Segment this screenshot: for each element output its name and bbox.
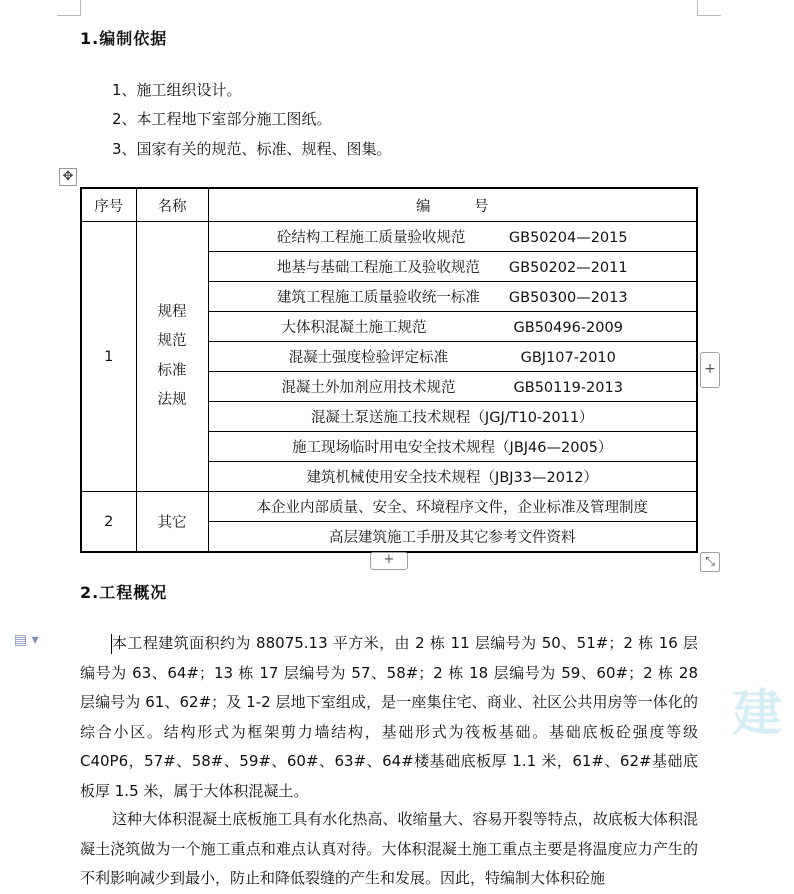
table-resize-icon[interactable]: ⤡ xyxy=(700,552,720,572)
group-name-line: 法规 xyxy=(157,392,187,408)
table-move-icon[interactable]: ✥ xyxy=(59,168,77,186)
header-code: 编 号 xyxy=(208,188,697,222)
section-heading-basis: 1.编制依据 xyxy=(80,29,168,48)
overview-paragraph: 本工程建筑面积约为 88075.13 平方米，由 2 栋 11 层编号为 50、51#；2 栋 16 层编号为 63、64#；13 栋 17 层编号为 57、58#；2 栋 18 层编号为 59、60#；2 栋 28 层编号为 61、62#；及 1-2 层地下室组成，是一座集住宅、商业、社区公共用房等一体化的综合小区。结构形式为框架剪力墙结构，基础形式为筏板基础。基础底板砼强度等级 C40P6，57#、58#、59#、60#、63#、64#楼基础底板厚 1.1 米，61#、62#基础底板厚 1.5 米，属于大体积混凝土。 xyxy=(80,634,698,800)
add-column-button[interactable]: + xyxy=(700,352,720,388)
crop-mark xyxy=(57,15,81,16)
code-cell: 混凝土外加剂应用技术规范 GB50119-2013 xyxy=(208,372,697,402)
code-cell: 混凝土泵送施工技术规程（JGJ/T10-2011） xyxy=(208,402,697,432)
section-heading-overview: 2.工程概况 xyxy=(80,583,168,602)
group-name-line: 标准 xyxy=(157,362,187,379)
table-row xyxy=(81,222,697,252)
code-cell: 砼结构工程施工质量验收规范 GB50204—2015 xyxy=(208,222,697,252)
group-name-line: 规范 xyxy=(157,333,187,349)
code-cell: 本企业内部质量、安全、环境程序文件，企业标准及管理制度 xyxy=(208,492,697,522)
list-item: 3、国家有关的规范、标准、规程、图集。 xyxy=(112,140,392,158)
code-cell: 施工现场临时用电安全技术规程（JBJ46—2005） xyxy=(208,432,697,462)
spec-table xyxy=(80,187,698,553)
header-index: 序号 xyxy=(81,188,136,222)
code-cell: 大体积混凝土施工规范 GB50496-2009 xyxy=(208,312,697,342)
crop-mark xyxy=(697,15,721,16)
text-cursor xyxy=(111,634,112,654)
group-name-cell xyxy=(136,222,208,492)
group-name-line: 规程 xyxy=(157,303,187,320)
header-name: 名称 xyxy=(136,188,208,222)
table-row xyxy=(81,492,697,522)
list-item: 2、本工程地下室部分施工图纸。 xyxy=(112,110,332,128)
list-item: 1、施工组织设计。 xyxy=(112,81,242,99)
code-cell: 地基与基础工程施工及验收规范 GB50202—2011 xyxy=(208,252,697,282)
code-cell: 建筑工程施工质量验收统一标准 GB50300—2013 xyxy=(208,282,697,312)
table-header-row xyxy=(81,188,697,222)
code-cell: 混凝土强度检验评定标准 GBJ107-2010 xyxy=(208,342,697,372)
watermark: 建 xyxy=(732,684,782,742)
crop-mark xyxy=(80,0,81,16)
paragraph-layout-icon[interactable]: ▤ ▾ xyxy=(14,632,39,648)
code-cell: 高层建筑施工手册及其它参考文件资料 xyxy=(208,522,697,553)
group-index-cell: 2 xyxy=(81,492,136,553)
code-cell: 建筑机械使用安全技术规程（JBJ33—2012） xyxy=(208,462,697,492)
crop-mark xyxy=(697,0,698,16)
group-index-cell: 1 xyxy=(81,222,136,492)
group-name-cell: 其它 xyxy=(136,492,208,553)
overview-paragraph: 这种大体积混凝土底板施工具有水化热高、收缩量大、容易开裂等特点，故底板大体积混凝土浇筑做为一个施工重点和难点认真对待。大体积混凝土施工重点主要是将温度应力产生的不利影响减少到最小，防止和降低裂缝的产生和发展。因此，特编制大体积砼施 xyxy=(80,810,698,887)
add-row-button[interactable]: + xyxy=(370,552,408,570)
